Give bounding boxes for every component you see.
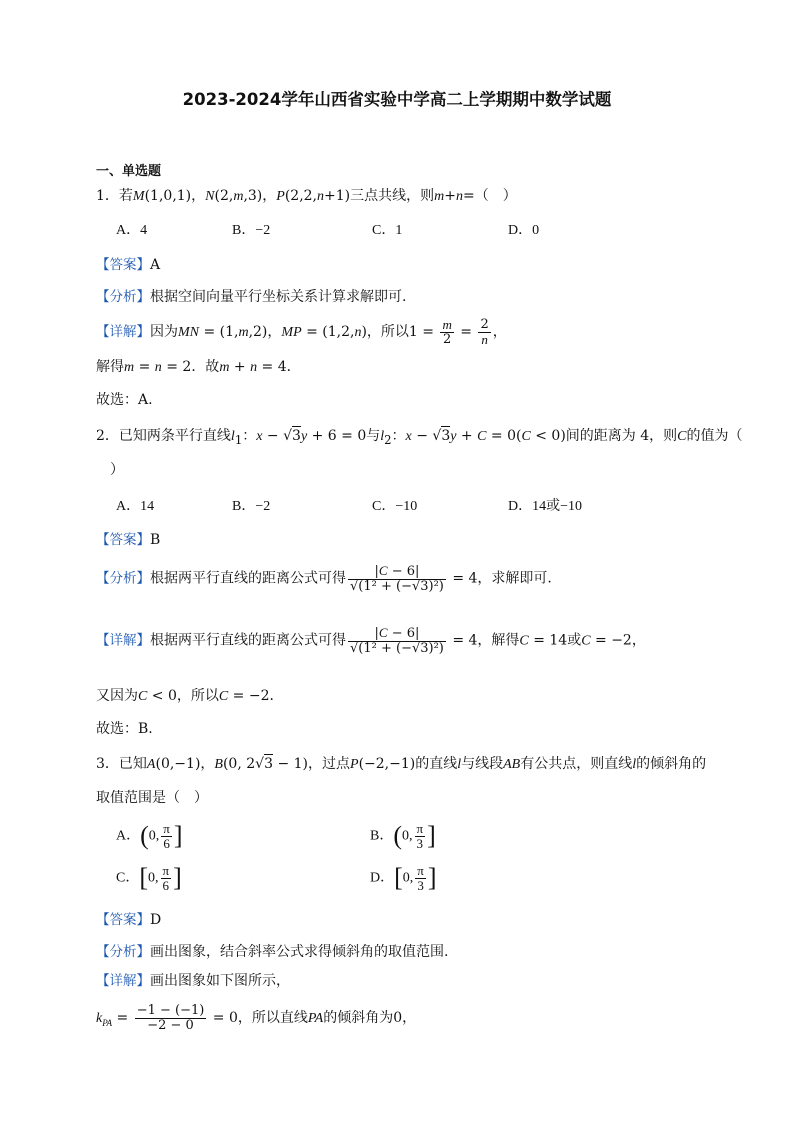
q2-answer: 【答案】B: [96, 532, 161, 548]
q2-option-a: A．14: [116, 499, 155, 514]
q1-detail: 【详解】因为MN = (1,m,2)，MP = (1,2,n)，所以1 = $\frac{m}{2}$ = $\frac{2}{n}$ ，: [96, 317, 507, 347]
q2-line2: 又因为C < 0，所以C = −2．: [96, 688, 284, 704]
q3-answer: 【答案】D: [96, 912, 162, 928]
page-title: 2023-2024学年山西省实验中学高二上学期期中数学试题: [182, 90, 612, 109]
q2-option-d: D．14或−10: [508, 499, 583, 514]
q3-slope-line: $k_{PA}$ = $\frac{-1 - (-1)}{-2 - 0}$ = 0，所以直线PA的倾斜角为0，: [96, 1003, 417, 1033]
q3-stem-wrap: 取值范围是（ ）: [96, 790, 208, 806]
q2-stem-wrap: ）: [110, 462, 124, 478]
q2-pick: 故选：B.: [96, 721, 153, 737]
q3-option-b: B．(0, $\frac{\pi}{3}$ ]: [370, 821, 436, 851]
q2-option-c: C．−10: [372, 499, 418, 514]
q3-option-d: D．[0, $\frac{\pi}{3}$ ]: [370, 863, 437, 893]
q1-stem: 1．若M(1,0,1)，N(2,m,3)，P(2,2,n+1)三点共线，则m+n=（ ）: [96, 188, 517, 204]
q1-pick: 故选：A.: [96, 392, 153, 408]
q1-solve-line: 解得m = n = 2．故m + n = 4．: [96, 359, 301, 375]
q2-detail: 【详解】根据两平行直线的距离公式可得 $\frac{|C - 6|}{\text{√(1² + (−√3)²)}}$ = 4，解得C = 14或C = −2，: [96, 625, 646, 656]
q3-option-c: C．[0, $\frac{\pi}{6}$ ]: [116, 863, 182, 893]
q1-answer: 【答案】A: [96, 257, 161, 273]
q3-stem: 3．已知A(0,−1)，B(0, 2√3 − 1)，过点P(−2,−1)的直线l与线段AB有公共点，则直线l的倾斜角的: [96, 756, 707, 772]
q2-analysis: 【分析】根据两平行直线的距离公式可得 $\frac{|C - 6|}{\text{√(1² + (−√3)²)}}$ = 4，求解即可.: [96, 563, 552, 594]
q3-option-a: A．(0, $\frac{\pi}{6}$ ]: [116, 821, 183, 851]
q1-analysis: 【分析】根据空间向量平行坐标关系计算求解即可.: [96, 289, 407, 305]
q1-option-a: A．4: [116, 223, 148, 238]
q1-option-d: D．0: [508, 223, 540, 238]
section-heading: 一、单选题: [96, 164, 162, 179]
q3-analysis: 【分析】画出图象，结合斜率公式求得倾斜角的取值范围.: [96, 944, 449, 960]
q2-stem: 2．已知两条平行直线$l_1$：x − √3y + 6 = 0与$l_2$：x − √3y + C = 0(C < 0)间的距离为 4，则C的值为（: [96, 428, 743, 447]
q1-option-c: C．1: [372, 223, 403, 238]
q2-option-b: B．−2: [232, 499, 271, 514]
q3-detail: 【详解】画出图象如下图所示，: [96, 973, 290, 989]
q1-option-b: B．−2: [232, 223, 271, 238]
